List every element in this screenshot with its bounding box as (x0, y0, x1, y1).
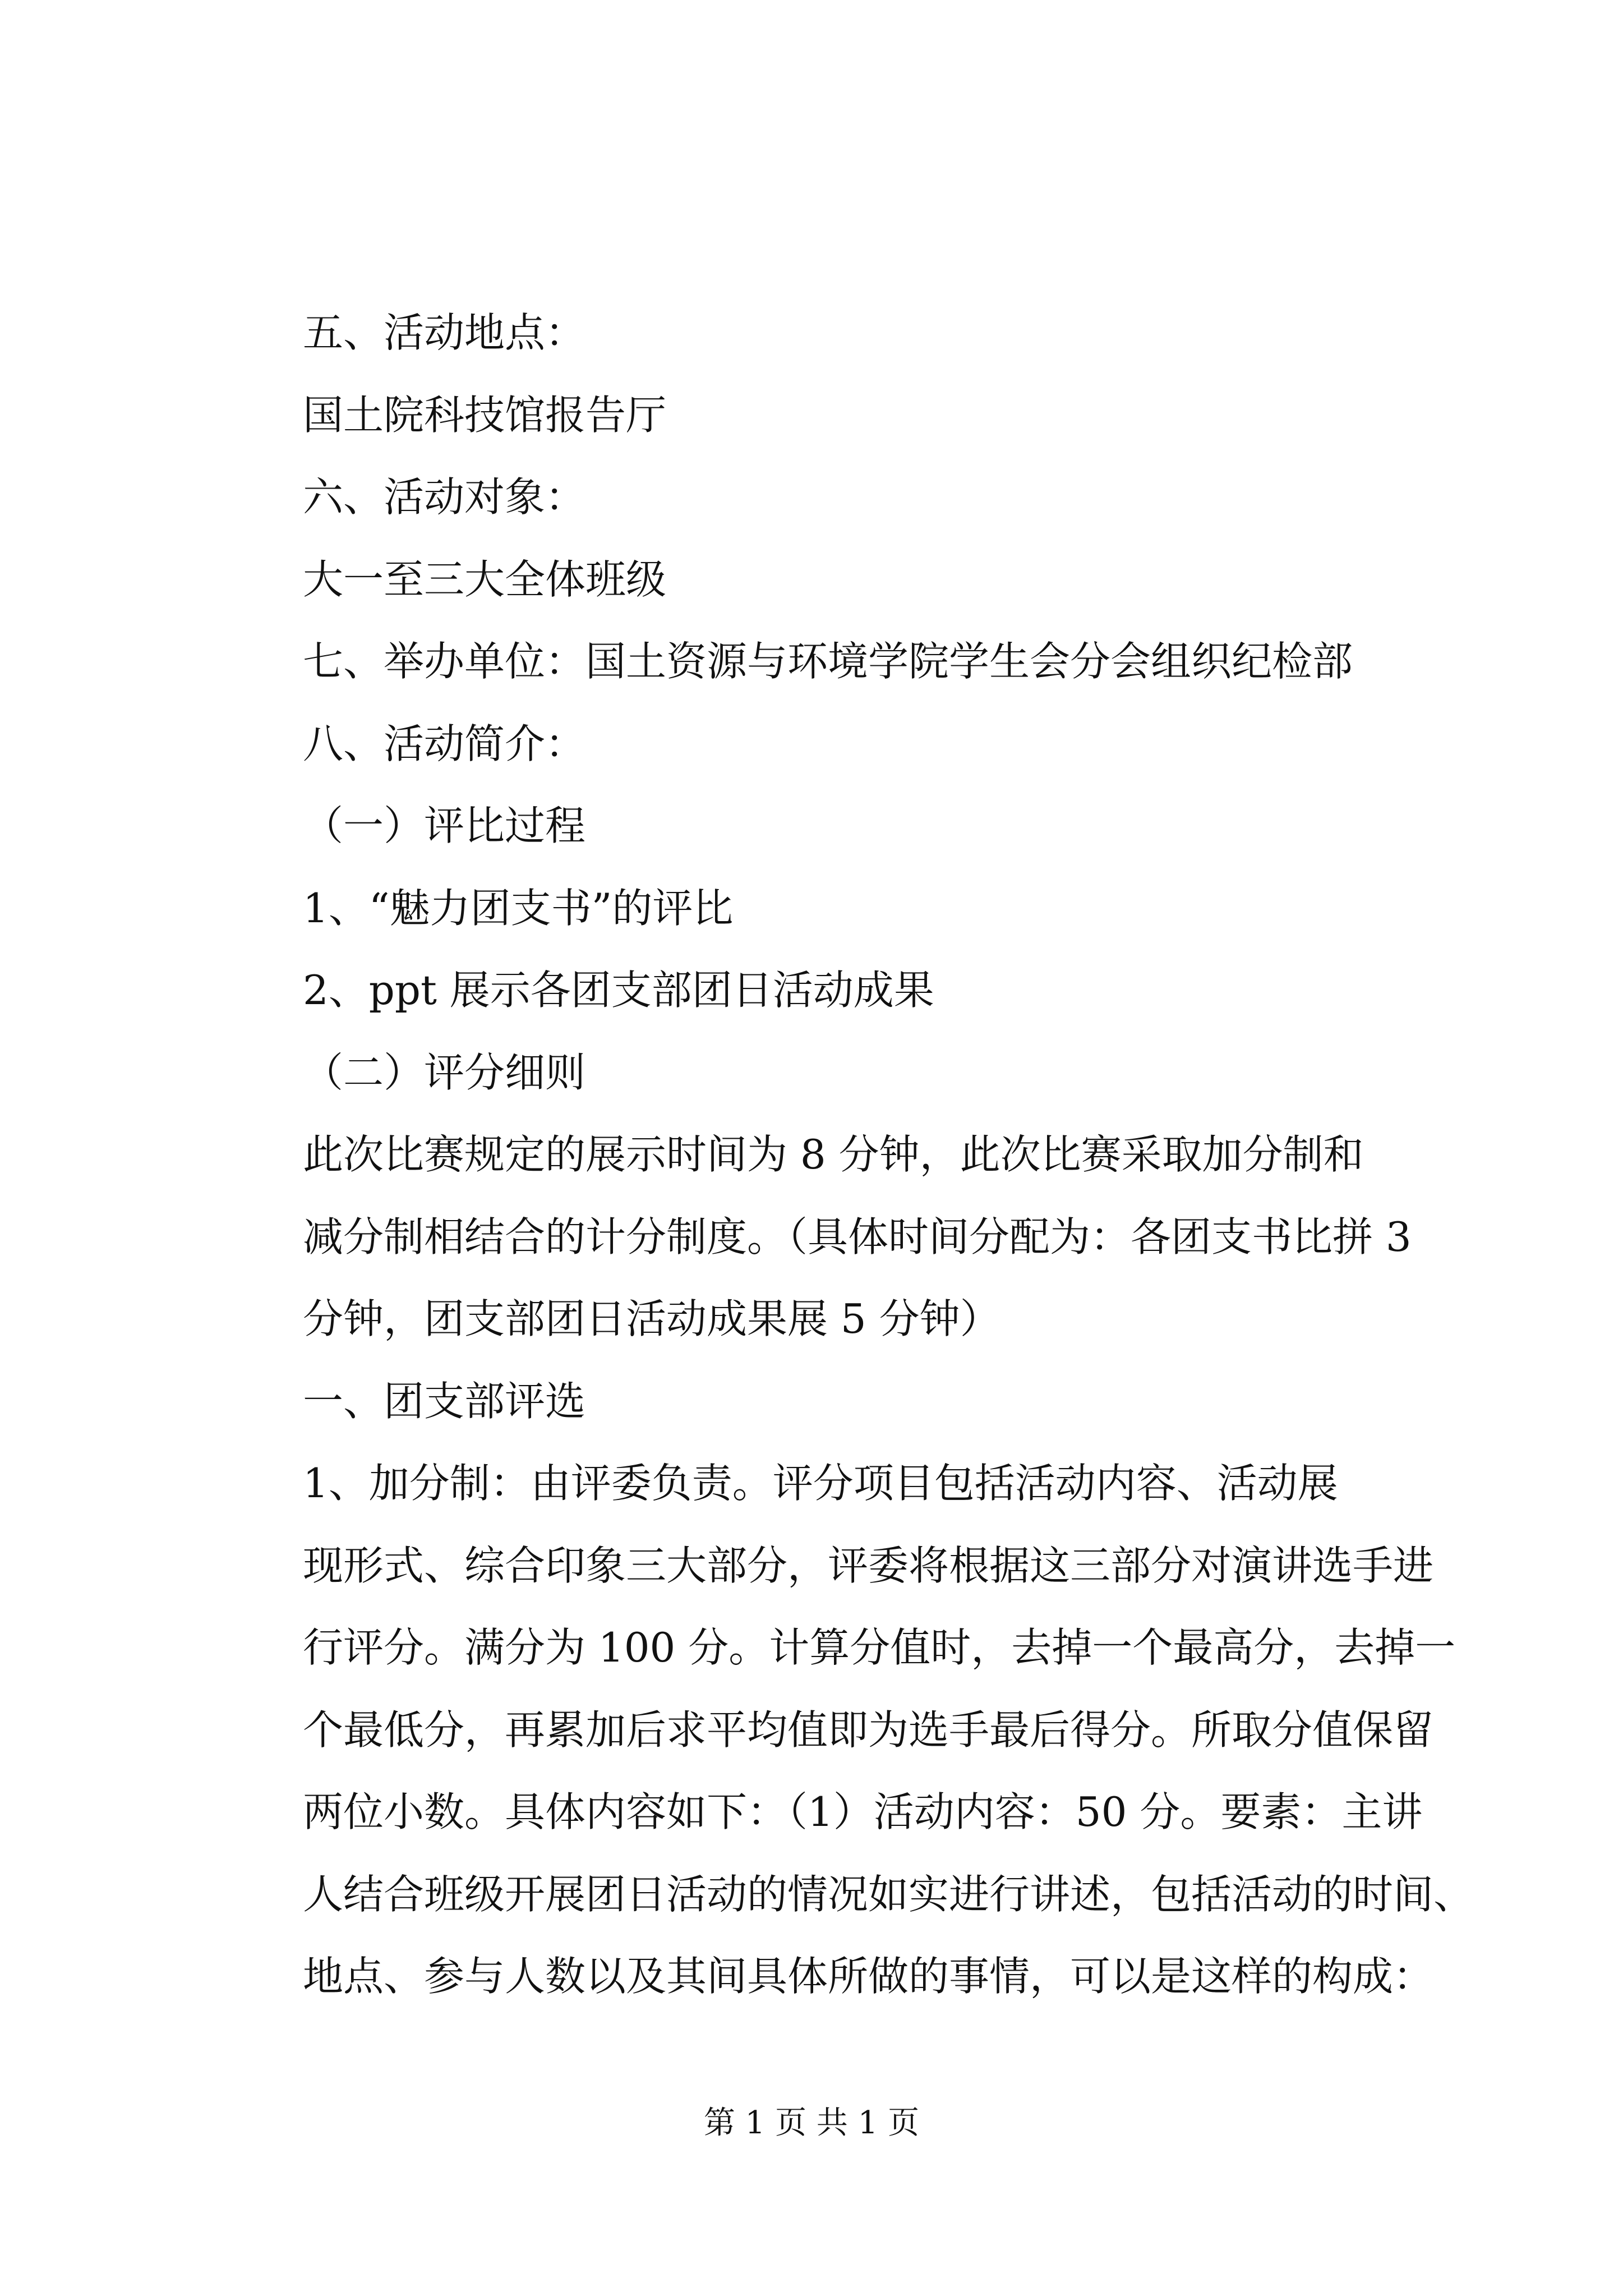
paragraph-line: 现形式、综合印象三大部分，评委将根据这三部分对演讲选手进 (303, 1542, 1434, 1589)
paragraph-line: 人结合班级开展团日活动的情况如实进行讲述，包括活动的时间、 (303, 1870, 1474, 1918)
subheading-process: （一）评比过程 (303, 802, 586, 849)
paragraph-line: 地点、参与人数以及其间具体所做的事情，可以是这样的构成： (303, 1953, 1434, 2000)
heading-participants: 六、活动对象： (303, 473, 586, 521)
venue-text: 国土院科技馆报告厅 (303, 391, 667, 439)
organizer-line: 七、举办单位：国土资源与环境学院学生会分会组织纪检部 (303, 638, 1353, 685)
heading-venue: 五、活动地点： (303, 309, 586, 356)
paragraph-line: 个最低分，再累加后求平均值即为选手最后得分。所取分值保留 (303, 1706, 1434, 1754)
document-body (303, 292, 1474, 2018)
paragraph-line: 分钟，团支部团日活动成果展 5 分钟） (303, 1295, 1000, 1342)
process-item-1: 1、“魅力团支书”的评比 (303, 884, 734, 932)
process-item-2: 2、ppt 展示各团支部团日活动成果 (303, 967, 934, 1014)
bonus-rules-paragraph (303, 1442, 1474, 2018)
paragraph-line: 减分制相结合的计分制度。（具体时间分配为：各团支书比拼 3 (303, 1213, 1412, 1260)
scoring-paragraph (303, 1114, 1424, 1360)
heading-intro: 八、活动简介： (303, 720, 586, 767)
page-footer: 第 1 页 共 1 页 (703, 2105, 920, 2141)
paragraph-line: 1、加分制：由评委负责。评分项目包括活动内容、活动展 (303, 1460, 1338, 1507)
paragraph-line: 行评分。满分为 100 分。计算分值时，去掉一个最高分，去掉一 (303, 1624, 1456, 1671)
paragraph-line: 此次比赛规定的展示时间为 8 分钟，此次比赛采取加分制和 (303, 1131, 1364, 1178)
heading-branch-selection: 一、团支部评选 (303, 1377, 586, 1425)
participants-text: 大一至三大全体班级 (303, 555, 667, 603)
paragraph-line: 两位小数。具体内容如下：（1）活动内容：50 分。要素：主讲 (303, 1788, 1423, 1835)
subheading-scoring: （二）评分细则 (303, 1048, 586, 1096)
